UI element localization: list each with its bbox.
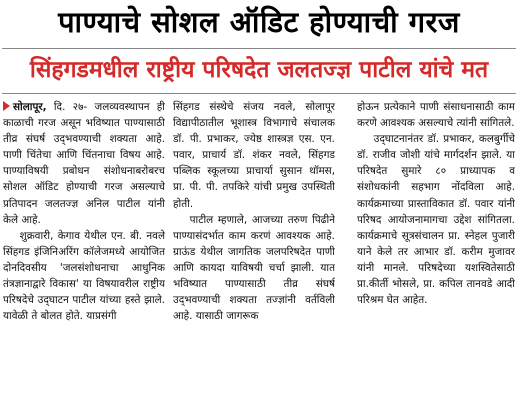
dateline-marker-icon	[3, 101, 10, 111]
dateline: सोलापूर,	[13, 101, 47, 113]
article-column-2	[173, 99, 335, 399]
column-1-paragraph-2: शुक्रवारी, केगाव येथील एन. बी. नवले सिंहगड इंजिनिअरिंग कॉलेजमध्ये आयोजित दोनदिवसीय 'जलसंशोधनाचा आधुनिक तंत्रज्ञानाद्वारे विकास' या विषयावरील राष्ट्रीय परिषदेचे उद्‌घाटन पाटील यांच्या हस्ते झाले. यावेळी ते बोलत होते. याप्रसंगी	[3, 229, 165, 323]
column-2-paragraph-1: सिंहगड संस्थेचे संजय नवले, सोलापूर विद्यापीठातील भूशास्त्र विभागाचे संचालक डॉ. पी. प्रभाकर, ज्येष्ठ शास्त्रज्ञ एस. एन. पवार, प्राचार्य डॉ. शंकर नवले, सिंहगड पब्लिक स्कूलच्या प्राचार्या सुसान थॉमस, प्रा. पी. पी. तपकिरे यांची प्रमुख उपस्थिती होती.	[173, 101, 335, 210]
column-3-paragraph-1: होऊन प्रत्येकाने पाणी संसाधनासाठी काम करणे आवश्यक असल्याचे त्यांनी सांगितले.	[357, 101, 515, 130]
column-2-paragraph-2: पाटील म्हणाले, आजच्या तरुण पिढीने पाण्यासंदर्भात काम करणं आवश्यक आहे. ग्राऊंड येथील जागतिक जलपरिषदेत पाणी आणि कायदा याविषयी चर्चा झाली. यात भविष्यात पाण्यासाठी तीव्र संघर्ष उद्‌भवण्याची शक्यता तज्ज्ञांनी वर्तविली आहे. यासाठी जागरूक	[173, 213, 335, 323]
subheadline: सिंहगडमधील राष्ट्रीय परिषदेत जलतज्ज्ञ पाटील यांचे मत	[29, 57, 489, 83]
headline: पाण्याचे सोशल ऑडिट होण्याची गरज	[58, 5, 460, 39]
column-1-paragraph-1	[3, 99, 165, 228]
article-column-3	[357, 99, 515, 399]
subheadline-divider	[2, 93, 516, 94]
headline-divider	[2, 48, 516, 49]
article-column-1	[3, 99, 165, 399]
column-1-paragraph-1-text: दि. २७- जलव्यवस्थापन ही काळाची गरज असून भविष्यात पाण्यासाठी तीव्र संघर्ष उद्‌भवण्याची शक्यता आहे. पाणी चिंतेचा आणि चिंतनाचा विषय आहे. पाण्याविषयी प्रबोधन संशोधनाबरोबरच सोशल ऑडिट होण्याची गरज असल्याचे प्रतिपादन जलतज्ज्ञ अनिल पाटील यांनी केले आहे.	[3, 101, 165, 226]
column-3-paragraph-2: उद्‌घाटनानंतर डॉ. प्रभाकर, कलबुर्गीचे डॉ. राजीव जोशी यांचे मार्गदर्शन झाले. या परिषदेत सुमारे ८० प्राध्यापक व संशोधकांनी सहभाग नोंदविला आहे. कार्यक्रमाच्या प्रास्ताविकात डॉ. पवार यांनी परिषद आयोजनामागचा उद्देश सांगितला. कार्यक्रमाचे सूत्रसंचालन प्रा. स्नेहल पुजारी याने केले तर आभार डॉ. करीम मुजावर यांनी मानले. परिषदेच्या यशस्वितेसाठी प्रा.कीर्ती भोसले, प्रा. कपिल तानवडे आदी परिश्रम घेत आहेत.	[357, 133, 515, 307]
